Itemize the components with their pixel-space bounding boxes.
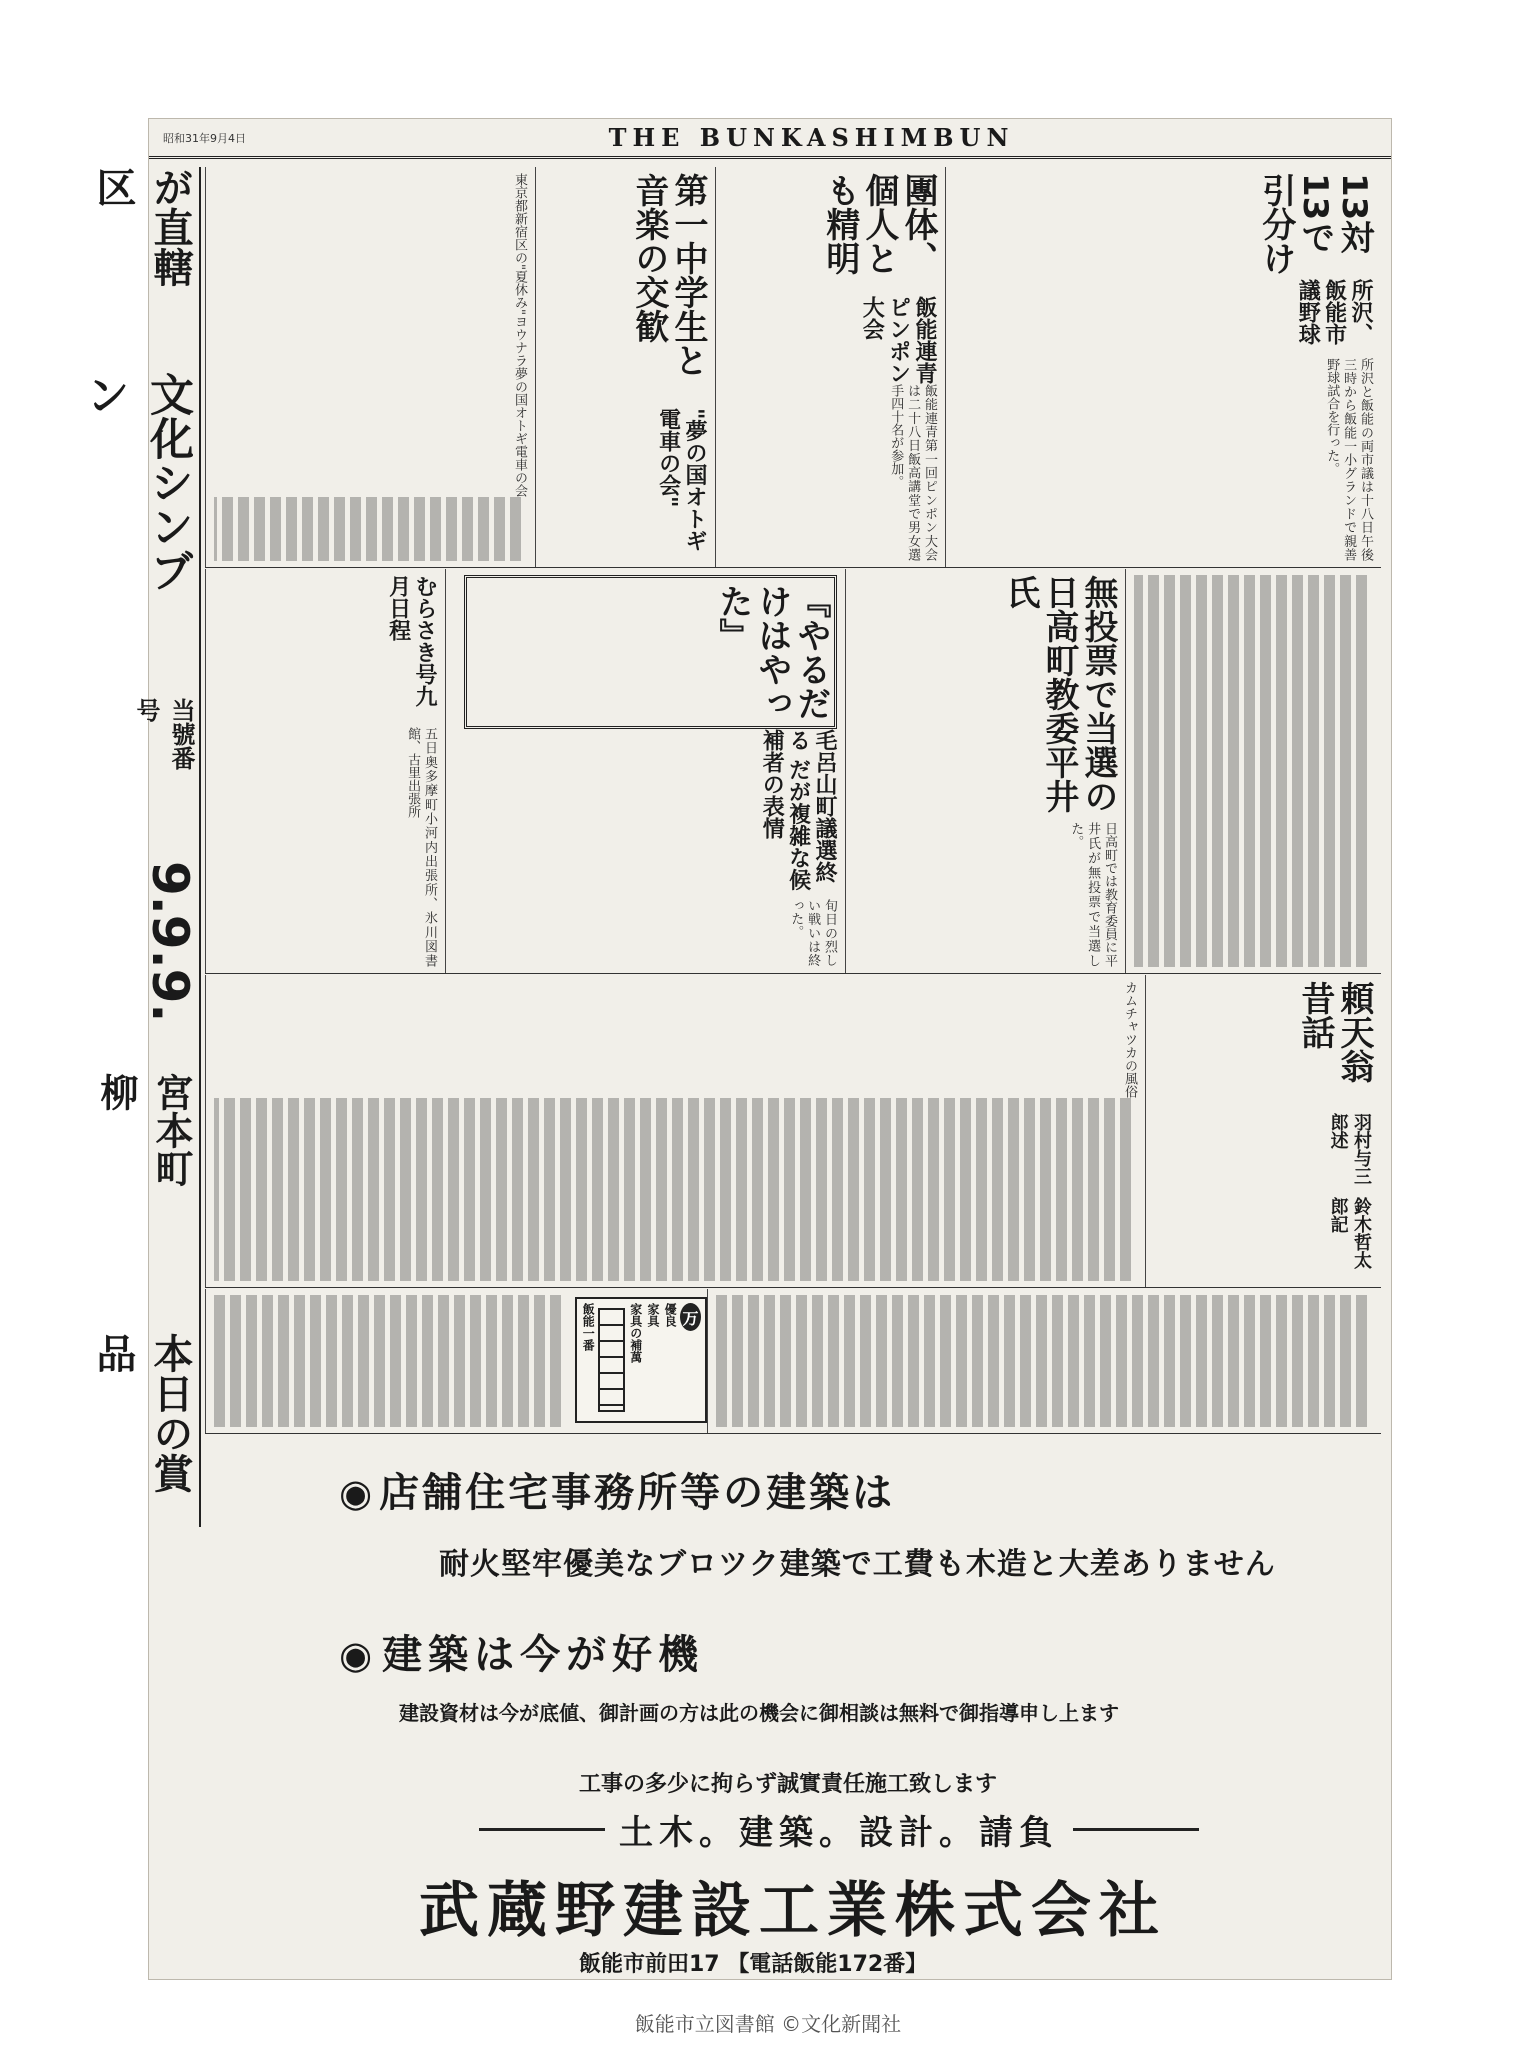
byline-writer: 鈴木哲太郎記 bbox=[1327, 1197, 1372, 1270]
ad-text: 家具 bbox=[645, 1303, 660, 1327]
left-strip bbox=[78, 167, 201, 1527]
article-body: 飯能連青第一回ピンポン大会は二十八日飯高講堂で男女選手四十名が参加。 bbox=[888, 383, 937, 562]
text-block bbox=[214, 1098, 1131, 1281]
article-music-exchange bbox=[535, 167, 715, 567]
row-2 bbox=[205, 569, 1381, 974]
ad-headline-1-text: 店舗住宅事務所等の建築は bbox=[379, 1470, 896, 1516]
text-block bbox=[214, 497, 521, 561]
article-body: 東京都新宿区の"夏休み"ヨウナラ夢の国オトギ電車の会 bbox=[512, 173, 527, 497]
article-branch-list bbox=[1125, 569, 1381, 973]
issue-line: 昭和31年9月4日 bbox=[163, 131, 246, 145]
article-body: 所沢と飯能の両市議は十八日午後三時から飯能一小グランドで親善野球試合を行った。 bbox=[1324, 358, 1373, 561]
article-moroyama-election bbox=[445, 569, 845, 973]
article-hidaka-education bbox=[845, 569, 1125, 973]
bullet-icon: ◉ bbox=[339, 1471, 376, 1515]
ad-subline-3: 工事の多少に拘らず誠實責任施工致します bbox=[579, 1772, 998, 1797]
text-block bbox=[214, 1295, 561, 1427]
article-pingpong bbox=[715, 167, 945, 567]
cabinet-icon bbox=[598, 1308, 624, 1412]
article-subhead: "夢の国オトギ電車の会" bbox=[655, 408, 707, 552]
strip-date: 9.9.9. bbox=[141, 861, 199, 1023]
byline-narrator: 羽村与三郎述 bbox=[1327, 1113, 1372, 1186]
article-body: 五日奥多摩町小河内出張所、氷川図書館、古里出張所 bbox=[405, 727, 437, 967]
article-body: 旬日の烈しい戦いは終った。 bbox=[788, 899, 837, 967]
divider bbox=[1073, 1828, 1199, 1831]
masthead bbox=[149, 119, 1391, 159]
text-block bbox=[1134, 575, 1367, 967]
article-headline: むらさき号九月日程 bbox=[385, 575, 437, 707]
strip-paper-name: 文化シンブン bbox=[78, 372, 193, 593]
services-text: 土木。建築。設計。請負 bbox=[619, 1812, 1059, 1853]
company-address: 飯能市前田17 【電話飯能172番】 bbox=[579, 1952, 928, 1977]
article-body: カムチャツカの風俗 bbox=[1122, 981, 1137, 1098]
article-continued-right bbox=[707, 1289, 1381, 1433]
article-grid bbox=[205, 167, 1381, 1435]
ad-headline-2-text: 建築は今が好機 bbox=[382, 1632, 705, 1678]
article-headline: 無投票で当選の日高町教委平井氏 bbox=[999, 575, 1118, 813]
article-continued-left bbox=[205, 1289, 575, 1433]
article-baseball bbox=[945, 167, 1381, 567]
ad-headline-1 bbox=[339, 1461, 895, 1518]
ad-headline-2 bbox=[339, 1623, 704, 1680]
strip-number: 当號番号 bbox=[132, 698, 195, 771]
text-block bbox=[716, 1295, 1367, 1427]
ad-mark: 万 bbox=[680, 1303, 701, 1331]
article-raitenoo bbox=[1145, 975, 1381, 1287]
library-credit: 飯能市立図書館 ©文化新聞社 bbox=[634, 2012, 902, 2036]
ad-text: 家具の補萬 bbox=[628, 1303, 643, 1363]
bullet-icon: ◉ bbox=[339, 1633, 379, 1677]
article-murasaki-schedule bbox=[205, 569, 445, 973]
article-subhead: 飯能連青ピンポン大会 bbox=[859, 295, 937, 384]
article-youth-assoc bbox=[205, 167, 535, 567]
article-subhead: 所沢、飯能市議野球 bbox=[1295, 278, 1373, 345]
article-body: 日高町では教育委員に平井氏が無投票で当選した。 bbox=[1068, 822, 1117, 967]
strip-top: が直轄区 bbox=[90, 167, 193, 287]
paper-name-en: THE BUNKASHIMBUN bbox=[608, 123, 1015, 152]
strip-place: 宮本町 柳 bbox=[94, 1072, 193, 1187]
ad-subline-2: 建設資材は今が底値、御計画の方は此の機会に御相談は無料で御指導申し上ます bbox=[399, 1701, 1119, 1725]
ad-services bbox=[479, 1809, 1199, 1853]
ad-text: 優良 bbox=[663, 1303, 678, 1327]
article-headline: 頼天翁昔話 bbox=[1294, 981, 1374, 1083]
row-1 bbox=[205, 167, 1381, 568]
ad-text: 飯能一番 bbox=[581, 1303, 596, 1351]
article-headline: 團体、個人とも精明 bbox=[819, 173, 938, 275]
article-subhead: 毛呂山町議選終る だが複雑な候補者の表情 bbox=[759, 729, 837, 891]
divider bbox=[479, 1828, 605, 1831]
ad-subline-1: 耐火堅牢優美なブロツク建築で工費も木造と大差ありません bbox=[439, 1547, 1276, 1582]
article-headline: 13対13で引分け bbox=[1255, 173, 1374, 275]
strip-prize: 本日の賞品 bbox=[90, 1332, 193, 1493]
article-kamchatka-column bbox=[205, 975, 1145, 1287]
row-3 bbox=[205, 975, 1381, 1288]
furniture-ad bbox=[575, 1297, 707, 1423]
row-4 bbox=[205, 1289, 1381, 1434]
construction-advertisement bbox=[249, 1439, 1349, 1979]
company-name: 武蔵野建設工業株式会社 bbox=[419, 1876, 1167, 1946]
article-headline: 『やるだけはやった』 bbox=[464, 575, 837, 729]
article-headline: 第一中学生と音楽の交歓 bbox=[628, 173, 708, 377]
newspaper-page bbox=[78, 118, 1392, 1980]
